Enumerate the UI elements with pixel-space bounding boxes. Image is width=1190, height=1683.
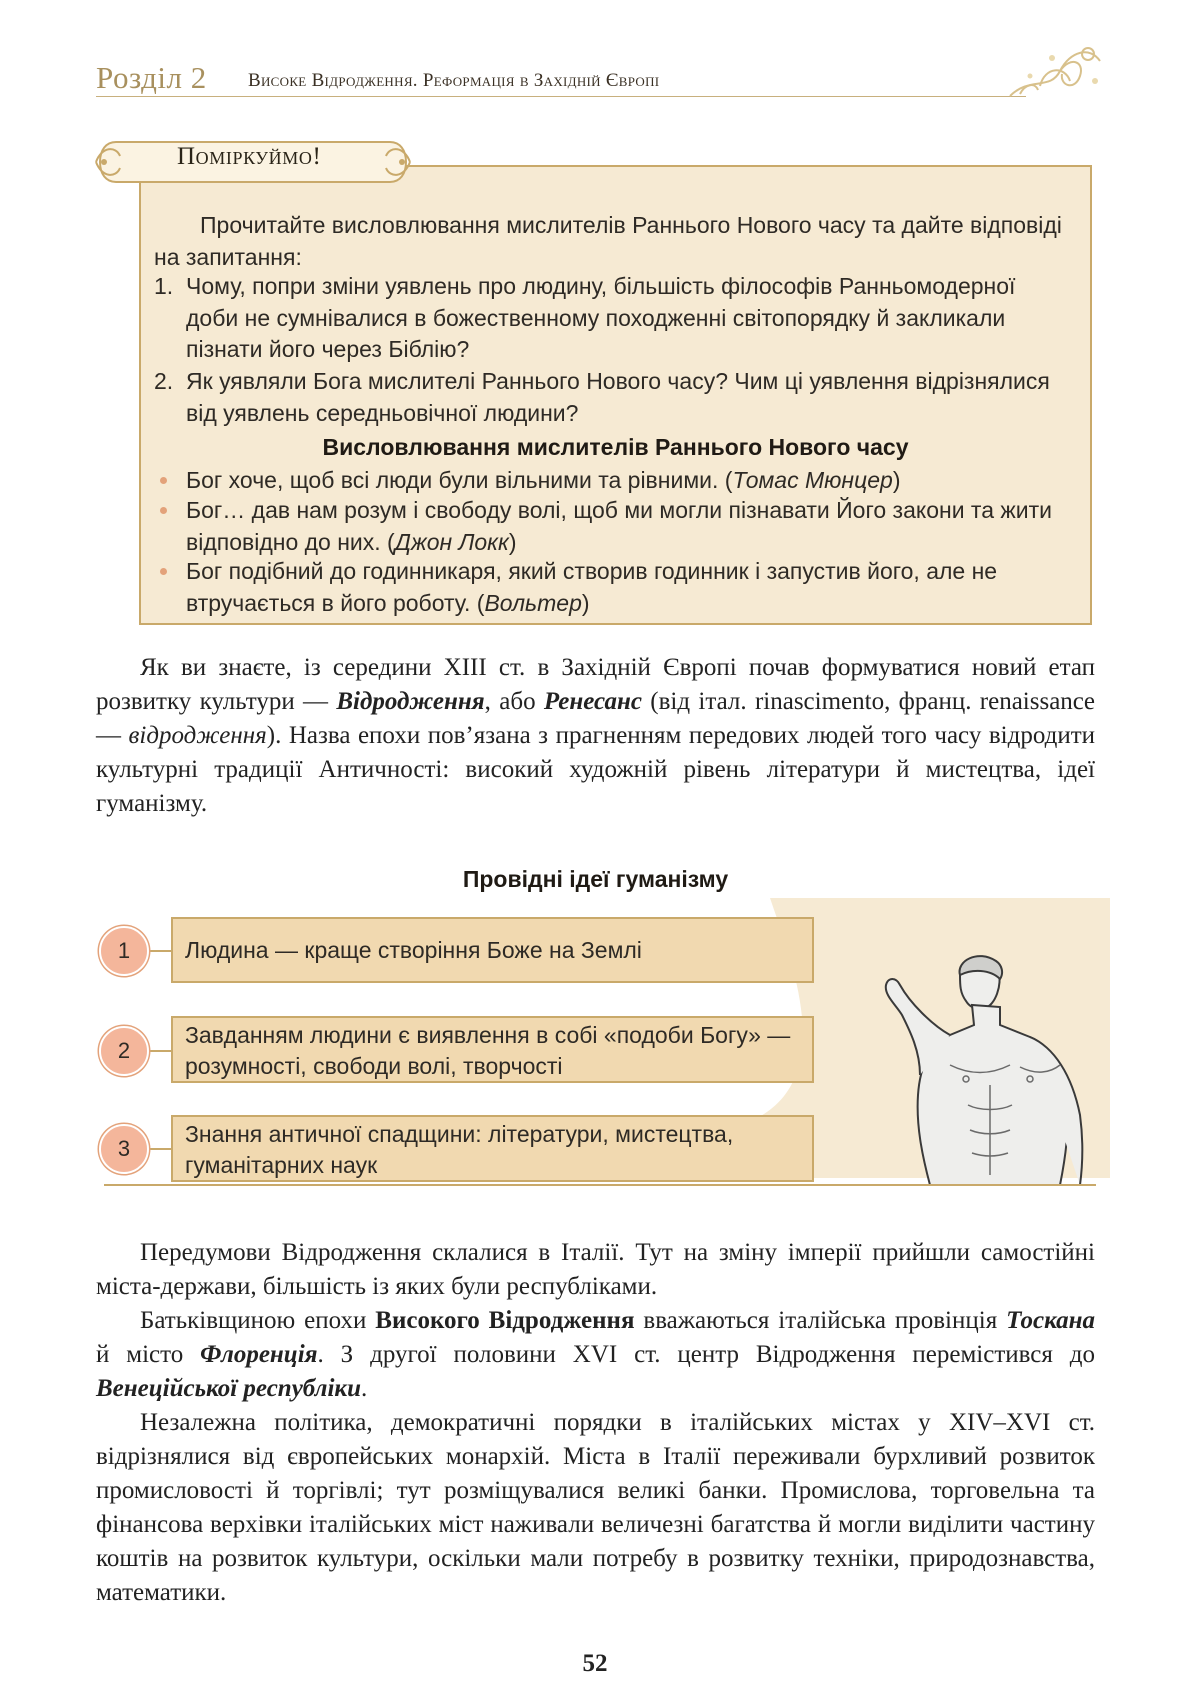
- think-label: Поміркуймо!: [177, 143, 322, 170]
- header-rule: [96, 96, 1026, 97]
- term-venice-republic: Венеційської республіки: [96, 1375, 362, 1402]
- bullet-icon: [160, 507, 167, 514]
- term-renesans: Ренесанс: [543, 688, 642, 715]
- idea-box-1: [171, 917, 814, 983]
- term-translation: відродження: [128, 722, 267, 749]
- paragraph-homeland: Батьківщиною епохи Високого Відродження вважаються італійська провінція Тоскана й місто Флоренція. З другої половини XVI ст. центр Відродження перемістився до Венеційської республіки.: [96, 1307, 1096, 1402]
- idea-text: Людина — краще створіння Боже на Землі: [185, 937, 642, 963]
- quote-item: Бог хоче, щоб всі люди були вільними та рівними. (Томас Мюнцер): [154, 465, 1074, 497]
- quotes-heading: Висловлювання мислителів Раннього Нового часу: [322, 434, 909, 460]
- page-number: 52: [582, 1650, 608, 1677]
- paragraph-politics: Незалежна політика, демократичні порядки в італійських містах у XIV–XVI ст. відрізнялися від європейських монархій. Міста в Італії переживали бурхливий розвиток промисловості й торгівлі; тут розміщувалися великі банки. Промислова, торговельна та фінансова верхівки італійських міст наживали величезні багатства й могли виділити частину коштів на розвиток культури, оскільки мали потребу в розвитку техніки, природознавства, математики.: [96, 1409, 1095, 1606]
- quote-text: Бог хоче, щоб всі люди були вільними та рівними.: [186, 467, 719, 493]
- ideas-bottom-rule: [104, 1184, 1096, 1186]
- bullet-icon: [160, 477, 167, 484]
- question-text: Як уявляли Бога мислителі Раннього Нового часу? Чим ці уявлення відрізнялися від уявлень середньовічної людини?: [186, 368, 1050, 426]
- term-high-renaissance: Високого Відродження: [375, 1307, 635, 1334]
- quote-item: Бог… дав нам розум і свободу волі, щоб ми могли пізнавати Його закони та жити відповідно до них. (Джон Локк): [154, 495, 1074, 558]
- quote-text: Бог подібний до годинникаря, який створив годинник і запустив його, але не втручається в його роботу.: [186, 558, 998, 616]
- paragraph-renaissance: Як ви знаєте, із середини XIII ст. в Західній Європі почав формуватися новий етап розвитку культури — Відродження, або Ренесанс (від італ. rinascimento, франц. renaissance — відродження). Назва епохи пов’язана з прагненням передових людей того часу відродити культурні традиції Античності: високий художній рівень літератури й мистецтва, ідеї гуманізму.: [96, 654, 1096, 817]
- idea-text: Завданням людини є виявлення в собі «подоби Богу» — розумності, свободи волі, творчості: [185, 1022, 791, 1079]
- question-number: 2.: [154, 368, 174, 394]
- floral-ornament-icon: [1000, 36, 1110, 106]
- david-statue-illustration: [840, 955, 1090, 1185]
- question-number: 1.: [154, 273, 174, 299]
- quote-item: Бог подібний до годинникаря, який створив годинник і запустив його, але не втручається в його роботу. (Вольтер): [154, 556, 1074, 619]
- question-text: Чому, попри зміни уявлень про людину, більшість філософів Ранньомодерної доби не сумнівалися в божественному походженні світопорядку й закликали пізнати його через Біблію?: [186, 273, 1016, 362]
- idea-number-3: 3: [99, 1124, 149, 1174]
- bullet-icon: [160, 568, 167, 575]
- idea-number-1: 1: [99, 926, 149, 976]
- ideas-heading: Провідні ідеї гуманізму: [462, 866, 729, 892]
- quote-author: Вольтер: [484, 589, 582, 616]
- term-toskana: Тоскана: [1006, 1307, 1096, 1334]
- body-text: [96, 1236, 1095, 1610]
- idea-number-2: 2: [99, 1026, 149, 1076]
- question-1: [154, 271, 1074, 366]
- idea-box-3: [171, 1115, 814, 1182]
- term-vidrodzhennia: Відродження: [336, 688, 485, 715]
- term-florentsiia: Флоренція: [200, 1341, 318, 1368]
- idea-text: Знання античної спадщини: літератури, мистецтва, гуманітарних наук: [185, 1121, 734, 1178]
- quote-author: Томас Мюнцер: [732, 467, 893, 493]
- question-2: [154, 366, 1074, 429]
- quote-text: Бог… дав нам розум і свободу волі, щоб ми могли пізнавати Його закони та жити відповідно до них.: [186, 497, 1053, 555]
- quote-author: Джон Локк: [394, 528, 509, 555]
- chapter-label: Розділ 2: [96, 60, 207, 95]
- idea-box-2: [171, 1016, 814, 1083]
- chapter-title: Високе Відродження. Реформація в Західній Європі: [248, 70, 660, 91]
- paragraph-preconditions: Передумови Відродження склалися в Італії. Тут на зміну імперії прийшли самостійні міста-держави, більшість із яких були республіками.: [96, 1239, 1095, 1300]
- think-intro: Прочитайте висловлювання мислителів Раннього Нового часу та дайте відповіді на запитання:: [154, 212, 1062, 270]
